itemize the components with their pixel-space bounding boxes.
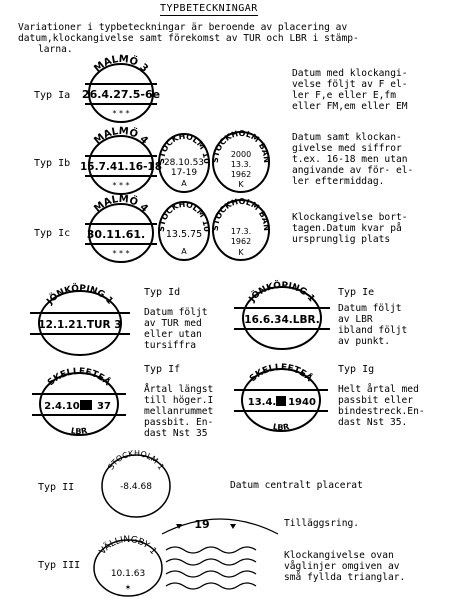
desc-id-3: eller utan xyxy=(144,329,202,340)
label-typ-id: Typ Id xyxy=(144,287,181,298)
label-typ-ii: Typ II xyxy=(38,482,75,493)
stamp-ib-2-date: 28.10.53 xyxy=(163,158,205,168)
desc-ig-1: Helt årtal med xyxy=(338,384,419,395)
desc-ig-3: bindestreck.En- xyxy=(338,406,425,417)
desc-ib-2: givelse med siffror xyxy=(292,143,402,154)
stamp-iii-town: VÄLLINGBY 1 xyxy=(97,534,159,557)
stamp-id xyxy=(28,283,132,358)
stamp-ib-1-town: MALMÖ 4 xyxy=(92,125,150,147)
stamp-ib-3-letter: K xyxy=(238,180,244,189)
desc-if-1: Årtal längst xyxy=(144,384,214,395)
wave-line xyxy=(166,547,256,553)
label-typ-ic: Typ Ic xyxy=(34,228,71,239)
star-icon: ✶ xyxy=(124,583,132,592)
desc-id-1: Datum följt xyxy=(144,307,208,318)
label-typ-if: Typ If xyxy=(144,364,181,375)
desc-ring-1: Tilläggsring. xyxy=(284,518,360,529)
stamp-ie-town: JÖNKÖPING 1 xyxy=(247,280,317,305)
desc-ic-2: tagen.Datum kvar på xyxy=(292,223,402,234)
stamp-ic-3-date: 17.3. xyxy=(230,227,252,236)
label-typ-ig: Typ Ig xyxy=(338,364,375,375)
stamp-ii-date: -8.4.68 xyxy=(120,482,152,492)
stamp-ib-2 xyxy=(156,132,212,194)
page-title: TYPBETECKNINGAR xyxy=(160,3,258,14)
stamp-ib-3 xyxy=(210,130,272,194)
desc-iii-1: Klockangivelse ovan xyxy=(284,550,394,561)
svg-text:MALMÖ 4 xyxy=(92,124,150,146)
desc-if-2: till höger.I xyxy=(144,395,214,406)
desc-ia-3: ler F,e eller E,fm xyxy=(292,90,396,101)
stars-icon: * * * xyxy=(112,181,130,190)
stamp-ib-2-town: STOCKHOLM 10 xyxy=(156,131,212,165)
svg-text:JÖNKÖPING 1 xyxy=(247,280,317,305)
desc-ib-3: t.ex. 16-18 men utan xyxy=(292,154,408,165)
desc-id-2: av TUR med xyxy=(144,318,202,329)
intro-line-1: Variationer i typbeteckningar är beroende av placering av xyxy=(18,22,348,33)
stamp-ig-year: 1940 xyxy=(288,397,316,408)
stamp-id-date: 12.1.21.TUR 3 xyxy=(38,319,122,331)
desc-ib-4: angivande av för- el- xyxy=(292,165,414,176)
desc-id-4: tursiffra xyxy=(144,340,196,351)
stamp-if-year: 37 xyxy=(97,401,111,412)
stamp-ig-date: 13.4. xyxy=(247,397,277,408)
wave-line xyxy=(166,559,256,565)
stamp-ie-date: 16.6.34.LBR. xyxy=(244,314,320,326)
wave-line xyxy=(166,571,256,577)
svg-text:STOCKHOLM 10 xyxy=(157,200,211,233)
intro-line-2: datum,klockangivelse samt förekomst av TUR och LBR i stämp- xyxy=(18,33,359,44)
stamp-ic-3 xyxy=(210,198,272,262)
stamp-ib-3-time: 2000 xyxy=(230,150,252,159)
desc-ic-1: Klockangivelse bort- xyxy=(292,212,408,223)
stamp-if-bottom: LBR xyxy=(70,426,88,437)
label-typ-ia: Typ Ia xyxy=(34,90,71,101)
stamp-ib-1 xyxy=(79,125,163,196)
desc-ia-4: eller FM,em eller EM xyxy=(292,101,408,112)
stamp-ia-date: 26.4.27.5-6e xyxy=(81,88,161,101)
stamp-ib-3-year: 1962 xyxy=(230,170,252,179)
stamp-iii-date: 10.1.63 xyxy=(110,569,146,579)
stamp-ib-3-date: 13.3. xyxy=(230,160,252,169)
label-typ-iii: Typ III xyxy=(38,560,81,571)
stamp-ib-2-letter: A xyxy=(181,179,187,188)
stamp-ic-3-town: STOCKHOLM BAN xyxy=(210,196,272,232)
desc-ie-1: Datum följt xyxy=(338,303,402,314)
passbit-mark xyxy=(276,396,286,406)
stamp-ii-town: STOCKHOLM 1 xyxy=(106,448,166,472)
stamp-ic-1 xyxy=(80,193,162,264)
stamp-if xyxy=(30,366,128,438)
svg-text:LBR xyxy=(70,426,88,436)
desc-if-4: passbit. En- xyxy=(144,417,214,428)
svg-text:STOCKHOLM 1 xyxy=(106,449,166,472)
stamp-ic-3-letter: K xyxy=(238,248,244,257)
svg-text:JÖNKÖPING 1 xyxy=(45,283,115,308)
desc-ib-1: Datum samt klockan- xyxy=(292,132,402,143)
desc-ia-1: Datum med klockangi- xyxy=(292,68,408,79)
wave-line xyxy=(166,583,256,589)
stamp-if-date: 2.4.10 xyxy=(44,401,80,412)
stamp-ia-town: MALMÖ 3 xyxy=(92,53,150,75)
stamp-ig-town: SKELLEFTEÅ xyxy=(248,362,314,385)
desc-ig-2: passbit eller xyxy=(338,395,414,406)
svg-text:MALMÖ 3 xyxy=(92,52,150,74)
ring-number: 19 xyxy=(194,518,210,531)
stamp-ib-1-date: 15.7.41.16-18 xyxy=(79,161,163,173)
desc-ic-3: ursprunglig plats xyxy=(292,234,391,245)
desc-ii-1: Datum centralt placerat xyxy=(230,480,363,491)
intro-line-3: larna. xyxy=(38,44,73,55)
desc-ie-3: ibland följt xyxy=(338,325,408,336)
desc-ig-4: dast Nst 35. xyxy=(338,417,408,428)
stamp-ig xyxy=(232,362,330,434)
desc-ie-2: av LBR xyxy=(338,314,373,325)
stamp-ib-3-town: STOCKHOLM BAN xyxy=(210,128,272,164)
desc-if-5: dast Nst 35 xyxy=(144,428,208,439)
label-typ-ie: Typ Ie xyxy=(338,287,375,298)
desc-iii-3: små fyllda trianglar. xyxy=(284,572,406,583)
stamp-ic-1-date: 30.11.61. xyxy=(86,228,146,241)
stamp-ib-2-time: 17-19 xyxy=(170,168,198,178)
svg-text:SKELLEFTEÅ xyxy=(248,363,314,384)
label-typ-ib: Typ Ib xyxy=(34,158,71,169)
stamp-ic-3-year: 1962 xyxy=(230,237,252,246)
stamp-if-town: SKELLEFTEÅ xyxy=(46,366,112,389)
passbit-mark xyxy=(80,400,92,410)
stamp-ic-1-town: MALMÖ 4 xyxy=(92,193,150,215)
stars-icon: * * * xyxy=(112,109,130,118)
stamp-ic-2-letter: A xyxy=(181,247,187,256)
stamp-ia xyxy=(80,53,162,124)
stamp-ii xyxy=(96,448,176,520)
stamp-ic-2-town: STOCKHOLM 10 xyxy=(156,199,212,233)
stamp-ic-2 xyxy=(156,200,212,262)
desc-if-3: mellanrummet xyxy=(144,406,214,417)
desc-ia-2: velse följt av F el- xyxy=(292,79,408,90)
stamp-id-town: JÖNKÖPING 1 xyxy=(45,283,115,307)
desc-ie-4: av punkt. xyxy=(338,336,390,347)
svg-text:LBR xyxy=(272,422,290,432)
desc-iii-2: våglinjer omgiven av xyxy=(284,561,400,572)
svg-text:SKELLEFTEÅ xyxy=(46,367,112,388)
stamp-ie xyxy=(232,280,332,352)
stamp-iii xyxy=(88,528,278,598)
desc-ib-5: ler eftermiddag. xyxy=(292,176,385,187)
stamp-ig-bottom: LBR xyxy=(272,422,290,433)
stars-icon: * * * xyxy=(112,249,130,258)
stamp-ic-2-date: 13.5.75 xyxy=(165,229,203,240)
